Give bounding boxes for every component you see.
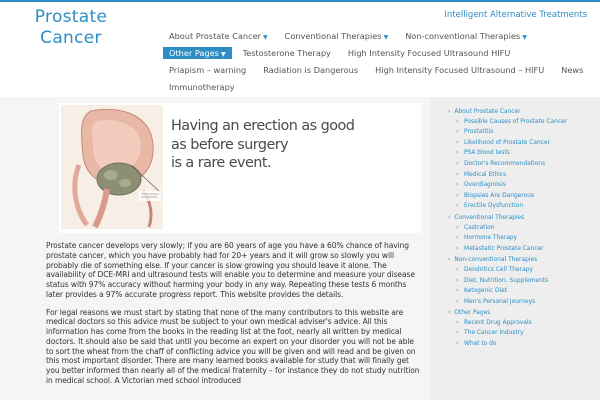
- sidebar-item-top[interactable]: [448, 255, 600, 266]
- sidebar-subitem[interactable]: [456, 192, 600, 203]
- caret-down-icon: ▼: [383, 33, 389, 41]
- chevron-right-icon: ›: [448, 213, 451, 221]
- nav-priapism-warning[interactable]: Priapism – warning: [169, 64, 247, 75]
- sidebar-subitem-label: Metastatic Prostate Cancer: [464, 245, 544, 252]
- sidebar-item-top[interactable]: [448, 107, 600, 118]
- sidebar-group: [448, 107, 600, 213]
- sidebar-subitem-label: The Cancer Industry: [464, 330, 524, 337]
- sidebar-subitem[interactable]: [456, 128, 600, 139]
- nav-immunotherapy[interactable]: Immunotherapy: [169, 81, 235, 92]
- nav-about-prostate-cancer[interactable]: About Prostate Cancer ▼: [169, 30, 268, 41]
- article-paragraph: For legal reasons we must start by stating that none of the many contributors to this website are medical doctors so this advice must be subject to your own medical adviser's advice. All this information has come from the books in the reading list at the foot, nearly all written by medical doctors. It should also be said that until you become an expert on your disorder you will not be able to sort the wheat from the chaff of conflicting advice you will be given and will read and be given on this most important disorder. There are many learned books available for study that will finally get you better informed than nearly all of the medical fraternity – for instance they do not study nutrition in medical school. A Victorian med school introduced: [46, 307, 420, 385]
- sidebar-subitem-label: Likelihood of Prostate Cancer: [464, 139, 551, 146]
- caret-down-icon: ▼: [522, 33, 527, 41]
- sidebar-subitem-label: Medical Ethics: [464, 171, 507, 178]
- sidebar-subitem-label: Doctor's Recommendations: [464, 160, 546, 167]
- chevron-right-icon: ›: [456, 265, 459, 273]
- site-logo[interactable]: [31, 7, 111, 49]
- sidebar-subitem[interactable]: [456, 224, 600, 235]
- sidebar-subitem-label: Possible Causes of Prostate Cancer: [464, 118, 568, 125]
- sidebar-subitem[interactable]: [456, 266, 600, 277]
- chevron-right-icon: ›: [456, 138, 459, 146]
- sidebar-item-top[interactable]: [448, 213, 600, 224]
- nav-row-2: [163, 44, 593, 61]
- sidebar-subitem-label: Dendritics Cell Therapy: [464, 266, 533, 273]
- sidebar-subitem-label: Diet, Nutrition, Supplements: [464, 277, 549, 284]
- chevron-right-icon: ›: [456, 202, 459, 210]
- chevron-right-icon: ›: [456, 287, 459, 295]
- chevron-right-icon: ›: [456, 170, 459, 178]
- sidebar-subitem-label: Ketogenic Diet: [464, 288, 508, 295]
- sidebar-item-label: Non-conventional Therapies: [454, 257, 538, 264]
- article-body: [46, 241, 420, 386]
- sidebar-subitem[interactable]: [456, 234, 600, 245]
- chevron-right-icon: ›: [456, 340, 459, 348]
- sidebar-subitem-label: Hormone Therapy: [464, 235, 518, 242]
- sidebar-item-label: Other Pages: [454, 310, 491, 317]
- sidebar-subitem[interactable]: [456, 139, 600, 150]
- sidebar-subitem[interactable]: [456, 202, 600, 213]
- sidebar-subitem-label: Erectile Dysfunction: [464, 203, 524, 210]
- sidebar-submenu: [448, 266, 600, 308]
- chevron-right-icon: ›: [456, 128, 459, 136]
- chevron-right-icon: ›: [456, 191, 459, 199]
- sidebar-subitem[interactable]: [456, 149, 600, 160]
- sidebar-group: [448, 255, 600, 308]
- sidebar-menu: [430, 97, 600, 400]
- sidebar-subitem[interactable]: [456, 277, 600, 288]
- chevron-right-icon: ›: [448, 256, 451, 264]
- chevron-right-icon: ›: [456, 117, 459, 125]
- chevron-right-icon: ›: [456, 234, 459, 242]
- sidebar-submenu: [448, 118, 600, 213]
- sidebar-subitem[interactable]: [456, 287, 600, 298]
- nav-row-4: [163, 78, 593, 95]
- caret-down-icon: ▼: [220, 50, 226, 58]
- prostate-anatomy-illustration: [61, 105, 163, 229]
- hero-quote-line-2: as before surgery: [171, 136, 289, 153]
- sidebar-submenu: [448, 224, 600, 256]
- nav-other-pages[interactable]: Other Pages ▼: [163, 47, 232, 59]
- chevron-right-icon: ›: [448, 108, 451, 115]
- chevron-right-icon: ›: [456, 244, 459, 252]
- sidebar-subitem[interactable]: [456, 118, 600, 129]
- sidebar-subitem[interactable]: [456, 160, 600, 171]
- nav-row-1: [163, 27, 593, 44]
- nav-row-3: [163, 61, 593, 78]
- chevron-right-icon: ›: [448, 309, 451, 317]
- sidebar-subitem-label: PSA blood tests: [464, 150, 510, 157]
- nav-non-conventional-therapies[interactable]: Non-conventional Therapies ▼: [405, 30, 527, 41]
- nav-hifu-2[interactable]: High Intensity Focused Ultrasound – HIFU: [375, 64, 545, 75]
- sidebar-subitem-label: Overdiagnosis: [464, 182, 506, 189]
- sidebar-subitem-label: Men's Personal Journeys: [464, 298, 536, 305]
- sidebar-item-top[interactable]: [448, 308, 600, 319]
- nav-hifu[interactable]: High Intensity Focused Ultrasound HIFU: [347, 47, 511, 58]
- sidebar-subitem[interactable]: [456, 298, 600, 309]
- hero-quote-line-1: Having an erection as good: [171, 118, 355, 134]
- chevron-right-icon: ›: [456, 223, 459, 231]
- sidebar-item-label: Conventional Therapies: [454, 214, 525, 221]
- nav-testosterone-therapy[interactable]: Testosterone Therapy: [242, 47, 331, 58]
- nav-conventional-therapies[interactable]: Conventional Therapies ▼: [284, 30, 389, 41]
- hero-banner: [59, 103, 421, 233]
- sidebar-subitem[interactable]: [456, 245, 600, 256]
- logo-line-1: Prostate: [34, 7, 108, 27]
- hero-quote-line-3: is a rare event.: [171, 155, 271, 171]
- chevron-right-icon: ›: [456, 329, 459, 337]
- nav-news[interactable]: News: [561, 64, 584, 75]
- site-tagline: Intelligent Alternative Treatments: [444, 10, 587, 20]
- sidebar-group: [448, 213, 600, 255]
- chevron-right-icon: ›: [456, 149, 459, 157]
- sidebar-subitem-label: Castration: [464, 224, 495, 231]
- sidebar-item-label: About Prostate Cancer: [454, 109, 521, 115]
- main-nav: [163, 27, 593, 95]
- logo-line-2: Cancer: [40, 28, 102, 48]
- hero-quote: [171, 117, 411, 173]
- caret-down-icon: ▼: [262, 33, 268, 41]
- sidebar-subitem-label: Recent Drug Approvals: [464, 319, 532, 326]
- sidebar-subitem[interactable]: [456, 171, 600, 182]
- sidebar-subitem-label: Prostatitis: [464, 129, 494, 136]
- chevron-right-icon: ›: [456, 276, 459, 284]
- chevron-right-icon: ›: [456, 181, 459, 189]
- chevron-right-icon: ›: [456, 318, 459, 326]
- sidebar-subitem[interactable]: [456, 340, 600, 351]
- sidebar-subitem-label: Biopsies Are Dangerous: [464, 192, 535, 199]
- article-paragraph: Prostate cancer develops very slowly; if you are 60 years of age you have a 60% chance of having prostate cancer, which you have probably had for 20+ years and it will grow so slowly you will probably die of something else. If your cancer is slow growing you should leave it alone. The availability of DCE-MRI and ultrasound tests will enable you to determine and measure your disease status with 97% accuracy without harming your body in any way. Repeating these tests 6 months later provides a 97% accurate progress report. This website provides the details.: [46, 241, 415, 299]
- top-accent-bar: [0, 0, 600, 2]
- sidebar-submenu: [448, 319, 600, 351]
- chevron-right-icon: ›: [456, 159, 459, 167]
- sidebar-subitem-label: What to do: [464, 341, 497, 348]
- sidebar-subitem[interactable]: [456, 181, 600, 192]
- sidebar-subitem[interactable]: [456, 319, 600, 330]
- nav-radiation-dangerous[interactable]: Radiation is Dangerous: [263, 64, 359, 75]
- chevron-right-icon: ›: [456, 297, 459, 305]
- sidebar-subitem[interactable]: [456, 329, 600, 340]
- sidebar-group: [448, 308, 600, 350]
- article: [46, 103, 420, 394]
